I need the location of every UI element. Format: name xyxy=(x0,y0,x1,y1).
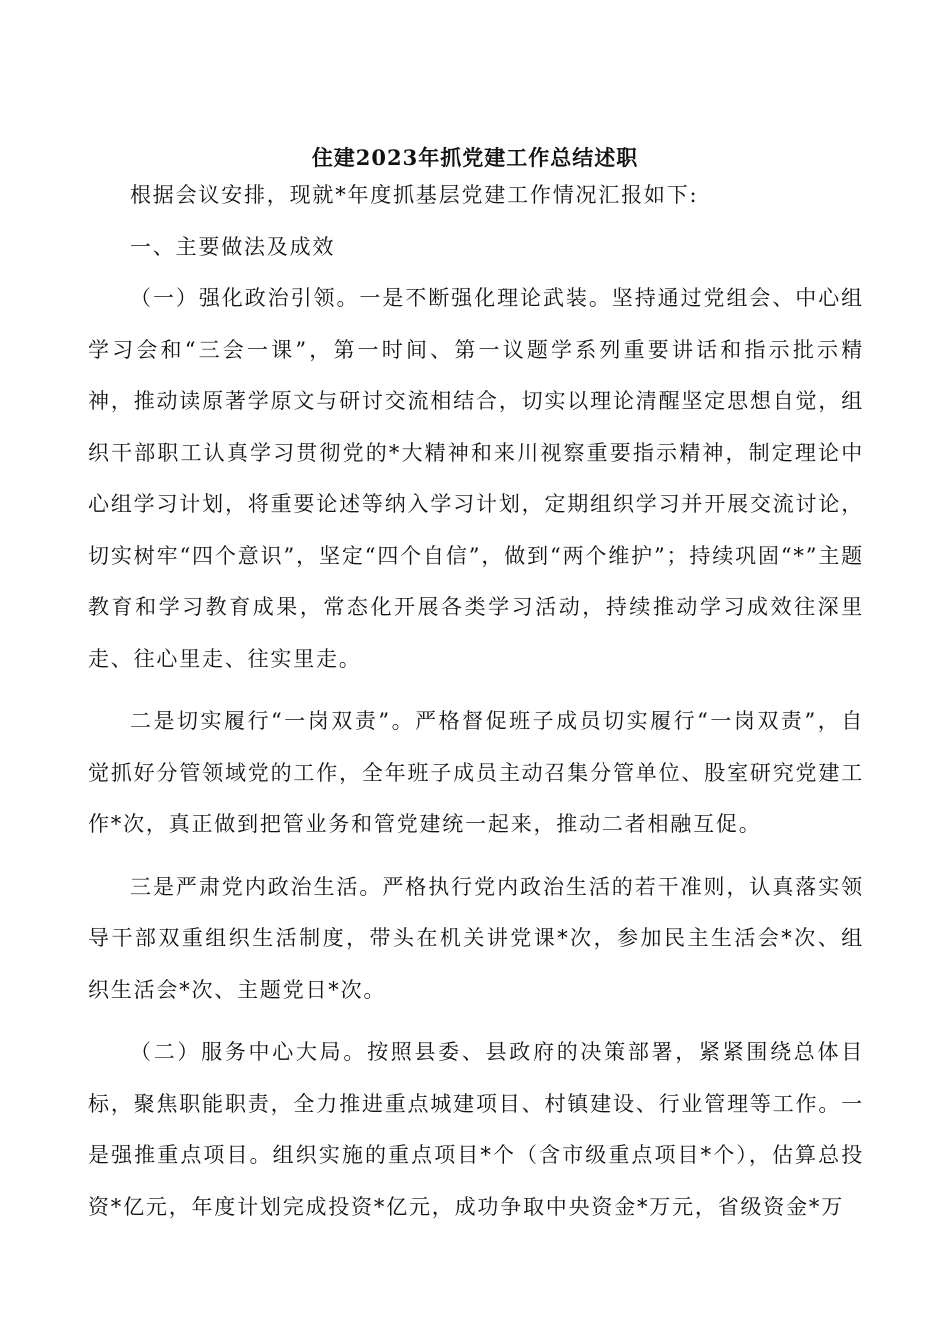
paragraph-party-life: 三是严肃党内政治生活。严格执行党内政治生活的若干准则，认真落实领导干部双重组织生活制度，带头在机关讲党课*次，参加民主生活会*次、组织生活会*次、主题党日*次。 xyxy=(88,874,864,1002)
paragraph-responsibility: 二是切实履行“一岗双责”。严格督促班子成员切实履行“一岗双责”，自觉抓好分管领域党的工作，全年班子成员主动召集分管单位、股室研究党建工作*次，真正做到把管业务和管党建统一起来，推动二者相融互促。 xyxy=(88,709,864,836)
paragraph-political-guidance: （一）强化政治引领。一是不断强化理论武装。坚持通过党组会、中心组学习会和“三会一课”，第一时间、第一议题学系列重要讲话和指示批示精神，推动读原著学原文与研讨交流相结合，切实以理论清醒坚定思想自觉，组织干部职工认真学习贯彻党的*大精神和来川视察重要指示精神，制定理论中心组学习计划，将重要论述等纳入学习计划，定期组织学习并开展交流讨论，切实树牢“四个意识”，坚定“四个自信”，做到“两个维护”；持续巩固“*”主题教育和学习教育成果，常态化开展各类学习活动，持续推动学习成效往深里走、往心里走、往实里走。 xyxy=(88,286,864,671)
section-heading: 一、主要做法及成效 xyxy=(130,234,336,259)
paragraph-intro: 根据会议安排，现就*年度抓基层党建工作情况汇报如下: xyxy=(130,183,699,207)
paragraph-serve-center: （二）服务中心大局。按照县委、县政府的决策部署，紧紧围绕总体目标，聚焦职能职责，全力推进重点城建项目、村镇建设、行业管理等工作。一是强推重点项目。组织实施的重点项目*个（含市级重点项目*个），估算总投资*亿元，年度计划完成投资*亿元，成功争取中央资金*万元，省级资金*万 xyxy=(88,1040,864,1219)
document-title: 住建2023年抓党建工作总结述职 xyxy=(311,145,639,170)
document-body xyxy=(88,170,864,1233)
